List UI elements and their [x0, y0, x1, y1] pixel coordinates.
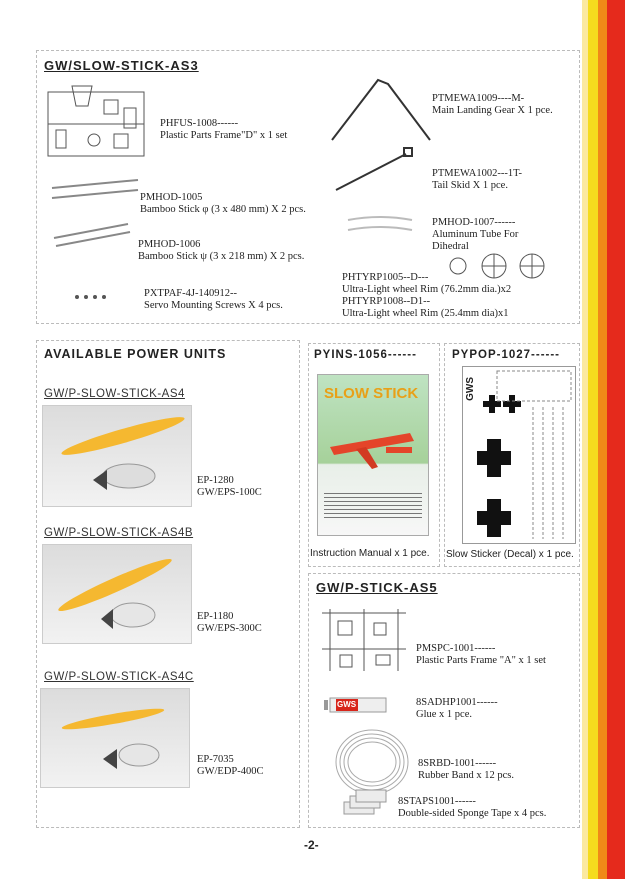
bamboo-sticks-long-illustration — [52, 176, 142, 216]
plastic-frame-d-illustration — [44, 80, 154, 170]
power-unit-code: EP-1280 — [197, 475, 234, 486]
as5-part-code: PMSPC-1001------ — [416, 643, 496, 654]
kit-part-desc-2: Dihedral — [432, 241, 469, 252]
decal-caption: Slow Sticker (Decal) x 1 pce. — [446, 549, 574, 560]
power-unit-model: GW/EDP-400C — [197, 766, 264, 777]
page-number: -2- — [304, 838, 319, 852]
kit-part-code: PTMEWA1009----M- — [432, 93, 525, 104]
aluminum-tube-illustration — [346, 210, 416, 240]
as5-part-code: 8SADHP1001------ — [416, 697, 498, 708]
propeller-motor-image — [43, 406, 191, 506]
power-unit-name: GW/P-SLOW-STICK-AS4B — [44, 527, 194, 539]
iron-cross-decals — [463, 367, 575, 543]
sponge-tape-illustration — [342, 788, 392, 818]
kit-part-code: PHTYRP1008--D1-- — [342, 296, 431, 307]
rubber-bands-illustration — [334, 726, 410, 796]
kit-part-desc: Main Landing Gear X 1 pce. — [432, 105, 553, 116]
kit-part-desc: Servo Mounting Screws X 4 pcs. — [144, 300, 283, 311]
decal-sheet-image — [462, 366, 576, 544]
kit-part-code: PMHOD-1006 — [138, 239, 201, 250]
as5-title: GW/P-STICK-AS5 — [316, 580, 438, 595]
kit-part-code: PMHOD-1007------ — [432, 217, 516, 228]
manual-cover-image — [317, 374, 429, 536]
stripe-yellow — [588, 0, 598, 879]
stripe-orange — [598, 0, 607, 879]
kit-part-desc: Tail Skid X 1 pce. — [432, 180, 508, 191]
kit-part-desc: Bamboo Stick φ (3 x 480 mm) X 2 pcs. — [140, 204, 306, 215]
manual-caption: Instruction Manual x 1 pce. — [310, 548, 430, 559]
glue-brand: GWS — [337, 700, 357, 709]
kit-part-code: PMHOD-1005 — [140, 192, 203, 203]
as5-part-code: 8STAPS1001------ — [398, 796, 476, 807]
power-unit-code: EP-1180 — [197, 611, 234, 622]
propeller-motor-image — [41, 689, 189, 787]
manual-cover-text — [324, 493, 422, 521]
power-unit-model: GW/EPS-100C — [197, 487, 262, 498]
manual-title: PYINS-1056------ — [314, 349, 417, 361]
kit-part-desc: Aluminum Tube For — [432, 229, 519, 240]
kit-part-code: PXTPAF-4J-140912-- — [144, 288, 237, 299]
airplane-illustration — [326, 427, 420, 477]
tail-skid-illustration — [330, 146, 420, 196]
bamboo-sticks-short-illustration — [54, 222, 134, 252]
as5-part-desc: Double-sided Sponge Tape x 4 pcs. — [398, 808, 547, 819]
decal-brand: GWS — [465, 377, 476, 401]
power-unit-photo — [42, 544, 192, 644]
power-unit-photo — [42, 405, 192, 507]
plastic-frame-a-illustration — [320, 605, 410, 675]
stripe-red — [607, 0, 625, 879]
kit-part-desc: Plastic Parts Frame"D" x 1 set — [160, 130, 288, 141]
as5-part-desc: Rubber Band x 12 pcs. — [418, 770, 514, 781]
manual-cover-title: SLOW STICK — [324, 385, 419, 402]
as5-part-desc: Plastic Parts Frame "A" x 1 set — [416, 655, 546, 666]
glue-tube-illustration — [322, 694, 392, 716]
kit-part-code: PTMEWA1002---1T- — [432, 168, 523, 179]
power-unit-code: EP-7035 — [197, 754, 234, 765]
power-unit-name: GW/P-SLOW-STICK-AS4C — [44, 671, 194, 683]
wheel-rims-illustration — [446, 252, 550, 282]
kit-part-desc: Ultra-Light wheel Rim (25.4mm dia)x1 — [342, 308, 509, 319]
as5-part-desc: Glue x 1 pce. — [416, 709, 472, 720]
propeller-motor-image — [43, 545, 191, 643]
power-unit-model: GW/EPS-300C — [197, 623, 262, 634]
power-title: AVAILABLE POWER UNITS — [44, 347, 227, 361]
power-unit-name: GW/P-SLOW-STICK-AS4 — [44, 388, 185, 400]
kit-title: GW/SLOW-STICK-AS3 — [44, 58, 199, 73]
kit-part-code: PHTYRP1005--D--- — [342, 272, 429, 283]
decal-title: PYPOP-1027------ — [452, 349, 561, 361]
as5-part-code: 8SRBD-1001------ — [418, 758, 497, 769]
power-unit-photo — [40, 688, 190, 788]
servo-screws-illustration — [74, 292, 114, 302]
main-landing-gear-illustration — [330, 76, 440, 146]
kit-part-desc: Bamboo Stick ψ (3 x 218 mm) X 2 pcs. — [138, 251, 305, 262]
kit-part-code: PHFUS-1008------ — [160, 118, 239, 129]
kit-part-desc: Ultra-Light wheel Rim (76.2mm dia.)x2 — [342, 284, 512, 295]
